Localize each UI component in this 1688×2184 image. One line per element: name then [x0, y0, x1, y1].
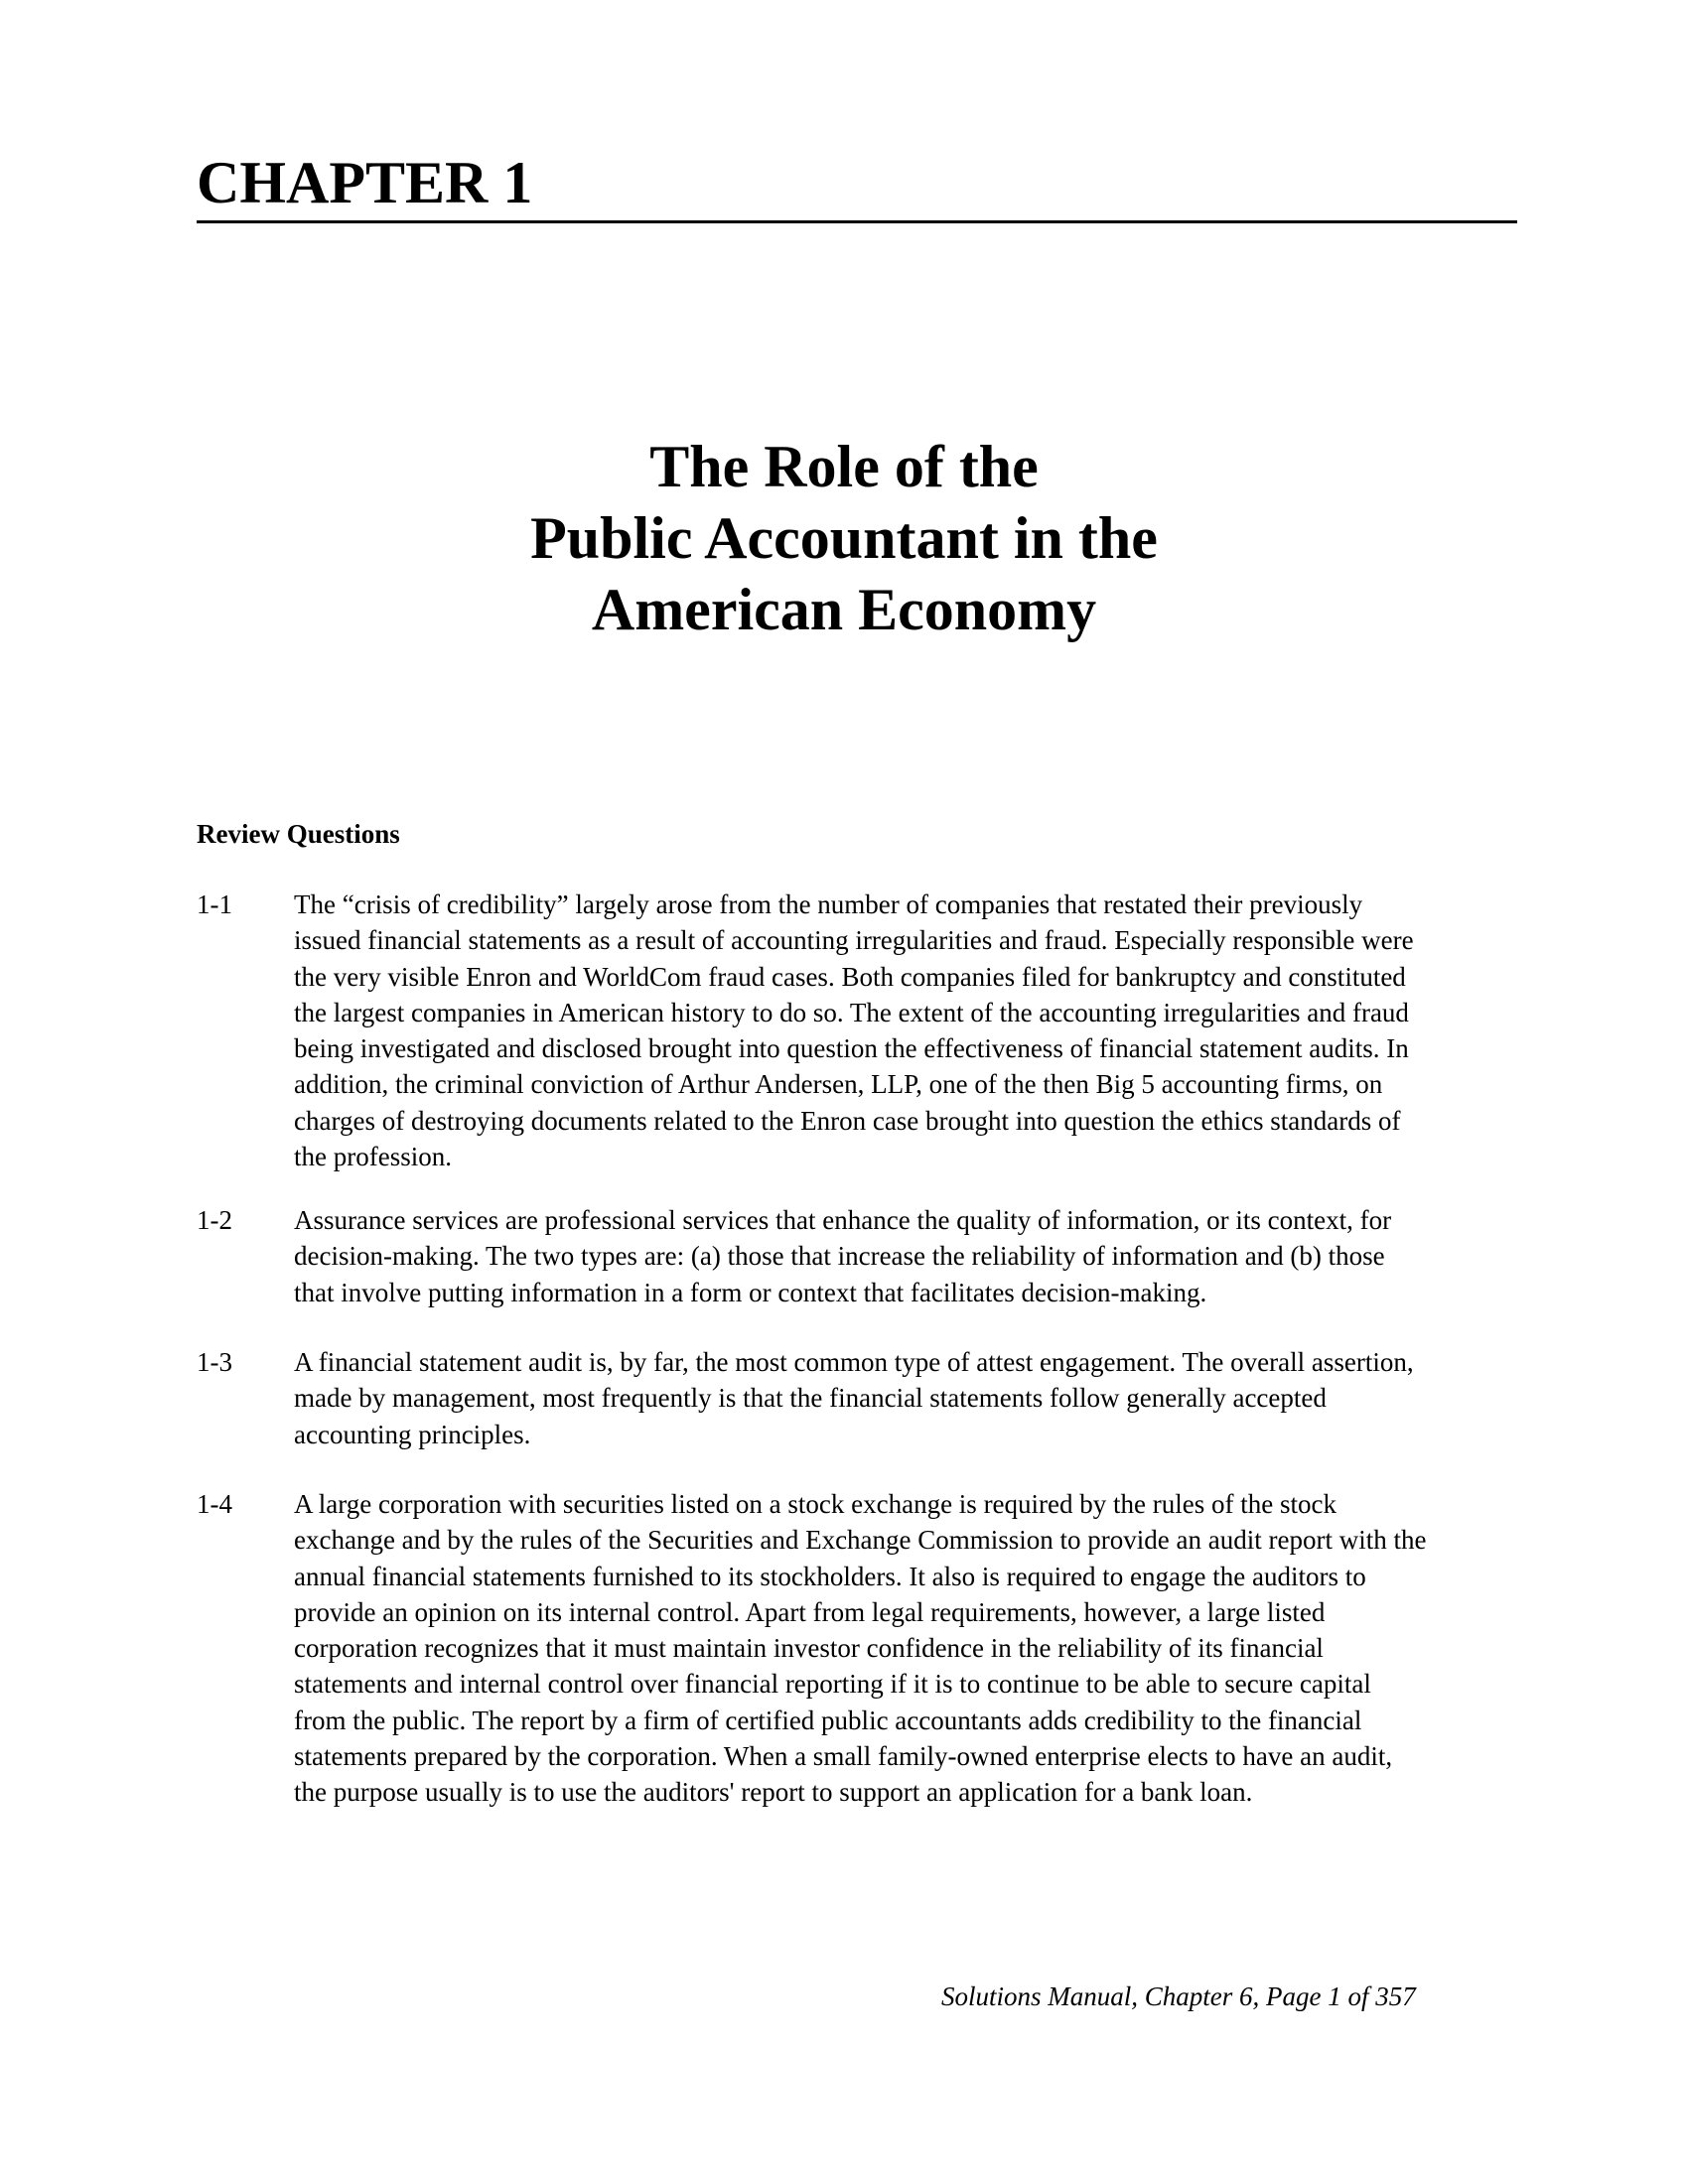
- chapter-title-line: Public Accountant in the: [530, 505, 1158, 571]
- answer-line: provide an opinion on its internal control. Apart from legal requirements, however, a large listed: [294, 1596, 1326, 1627]
- answer-line: issued financial statements as a result of accounting irregularities and fraud. Especially responsible were: [294, 925, 1414, 956]
- answer-line: corporation recognizes that it must maintain investor confidence in the reliability of its financial: [294, 1633, 1324, 1664]
- question-answer: [294, 887, 1530, 1174]
- answer-line: from the public. The report by a firm of certified public accountants adds credibility to the financial: [294, 1705, 1362, 1735]
- answer-line: the largest companies in American history to do so. The extent of the accounting irregularities and fraud: [294, 997, 1409, 1027]
- chapter-title: [0, 431, 1688, 645]
- answer-line: the very visible Enron and WorldCom fraud cases. Both companies filed for bankruptcy and constituted: [294, 961, 1406, 992]
- answer-line: the purpose usually is to use the auditors' report to support an application for a bank loan.: [294, 1777, 1253, 1808]
- answer-line: statements prepared by the corporation. When a small family-owned enterprise elects to have an audit,: [294, 1741, 1393, 1772]
- answer-line: being investigated and disclosed brought into question the effectiveness of financial statement audits. In: [294, 1033, 1409, 1064]
- page-footer: Solutions Manual, Chapter 6, Page 1 of 357: [941, 1981, 1416, 2011]
- question-number: 1-1: [197, 889, 232, 919]
- answer-line: made by management, most frequently is that the financial statements follow generally accepted: [294, 1383, 1327, 1414]
- answer-line: decision-making. The two types are: (a) those that increase the reliability of information and (b) those: [294, 1241, 1385, 1272]
- chapter-label: CHAPTER 1: [197, 150, 533, 215]
- answer-line: charges of destroying documents related to the Enron case brought into question the ethics standards of: [294, 1105, 1401, 1136]
- question-number: 1-2: [197, 1205, 232, 1235]
- answer-line: that involve putting information in a form or context that facilitates decision-making.: [294, 1277, 1207, 1307]
- answer-line: Assurance services are professional services that enhance the quality of information, or its context, for: [294, 1205, 1392, 1235]
- question-answer: [294, 1486, 1530, 1811]
- question-answer: [294, 1202, 1530, 1310]
- answer-line: A financial statement audit is, by far, the most common type of attest engagement. The overall assertion,: [294, 1347, 1414, 1377]
- answer-line: A large corporation with securities listed on a stock exchange is required by the rules of the stock: [294, 1489, 1336, 1519]
- answer-line: The “crisis of credibility” largely arose from the number of companies that restated their previously: [294, 889, 1363, 919]
- answer-line: annual financial statements furnished to its stockholders. It also is required to engage the auditors to: [294, 1561, 1366, 1591]
- answer-line: addition, the criminal conviction of Arthur Andersen, LLP, one of the then Big 5 accounting firms, on: [294, 1069, 1383, 1100]
- answer-line: exchange and by the rules of the Securities and Exchange Commission to provide an audit report with the: [294, 1525, 1427, 1556]
- answer-line: accounting principles.: [294, 1419, 531, 1449]
- chapter-heading: [197, 139, 1517, 223]
- question-answer: [294, 1344, 1530, 1452]
- chapter-title-line: American Economy: [591, 577, 1097, 642]
- question-number: 1-3: [197, 1347, 232, 1377]
- answer-line: statements and internal control over financial reporting if it is to continue to be able to secure capital: [294, 1669, 1371, 1700]
- chapter-title-line: The Role of the: [649, 434, 1039, 499]
- question-number: 1-4: [197, 1489, 232, 1519]
- section-heading: Review Questions: [197, 819, 400, 849]
- answer-line: the profession.: [294, 1142, 452, 1172]
